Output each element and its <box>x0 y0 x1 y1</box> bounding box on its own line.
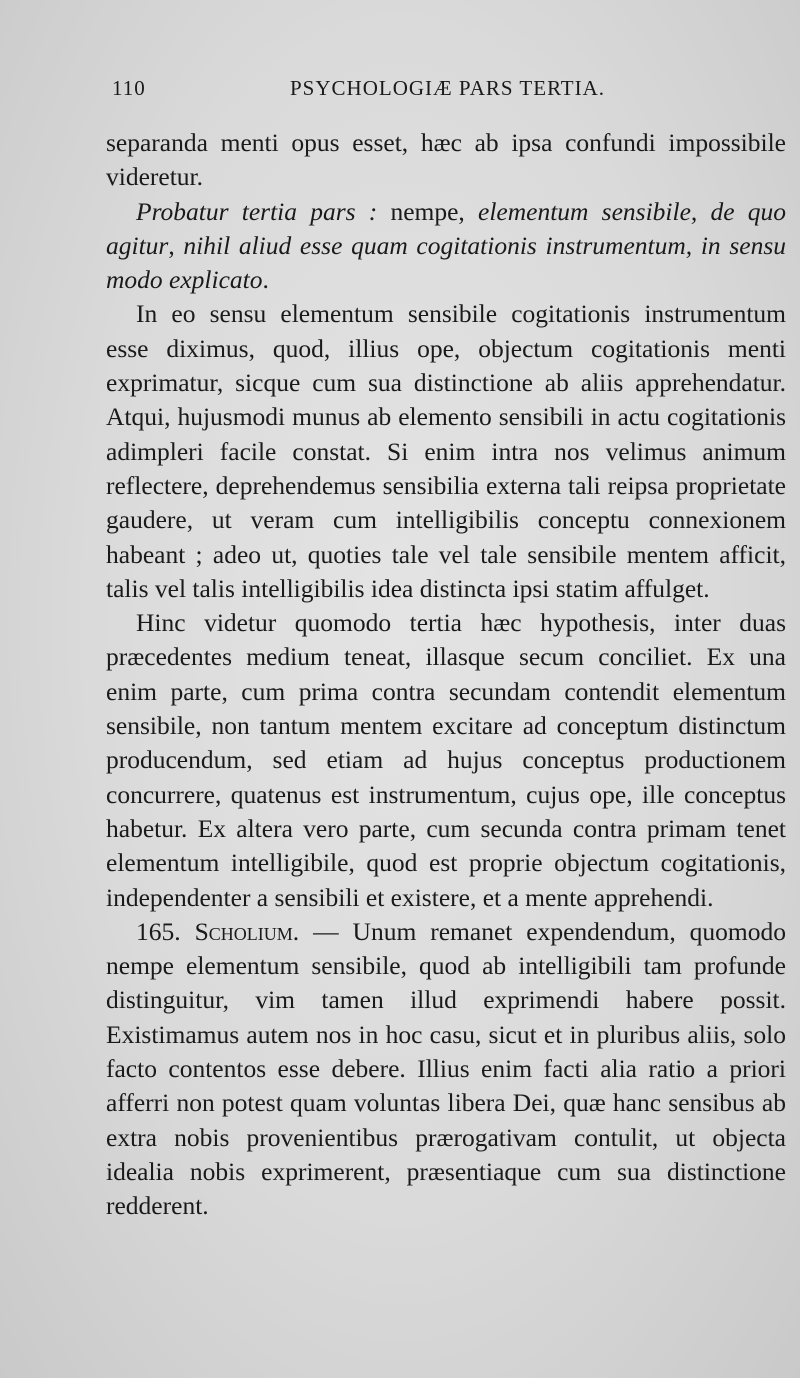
text-run: , <box>168 230 184 260</box>
paragraph-probatur <box>106 195 786 298</box>
paragraph-text: In eo sensu elementum sensibile cogitationis instrumentum esse diximus, quod, illius ope, objectum cogitationis menti exprimatur, sicque cum sua distinctione ab aliis apprehendatur. Atqui, hujusmodi munus ab elemento sensibili in actu cogitationis adimpleri facile constat. Si enim intra nos velimus animum reflectere, deprehendemus sensibilia externa tali reipsa proprietate gaudere, ut veram cum intelligibilis conceptu connexionem habeant ; adeo ut, quoties tale vel tale sensibile mentem afficit, talis vel talis intelligibilis idea distincta ipsi statim affulget. <box>106 299 786 603</box>
paragraph-in-eo-sensu <box>106 297 786 606</box>
paragraph-text: — Unum remanet expendendum, quomodo nempe elementum sensibile, quod ab intelligibili tam profunde distinguitur, vim tamen illud exprimendi habere possit. Existimamus autem nos in hoc casu, sicut et in pluribus aliis, solo facto contentos esse debere. Illius enim facti alia ratio a priori afferri non potest quam voluntas libera Dei, quæ hanc sensibus ab extra nobis provenientibus prærogativam contulit, ut objecta idealia nobis exprimerent, præsentiaque cum sua distinctione redderent. <box>106 916 786 1221</box>
italic-phrase: de quo agitur <box>106 196 786 260</box>
italic-phrase: elementum sensibile, <box>478 196 698 226</box>
running-title: PSYCHOLOGIÆ PARS TERTIA. <box>290 76 606 100</box>
page-number: 110 <box>112 76 146 100</box>
section-number: 165. <box>136 916 181 946</box>
text-run <box>697 197 710 226</box>
italic-phrase: in sensu modo explicato <box>106 230 787 295</box>
paragraph-hinc-videtur <box>106 606 786 915</box>
scholium-label: Scholium. <box>194 916 300 946</box>
paragraph-scholium <box>106 915 786 1224</box>
page-header <box>112 76 772 112</box>
text-run: . <box>262 265 269 295</box>
paragraph-text: Hinc videtur quomodo tertia hæc hypothesis, inter duas præcedentes medium teneat, illasque secum conciliet. Ex una enim parte, cum prima contra secundam contendit elementum sensibile, non tantum mentem excitare ad conceptum distinctum producendum, sed etiam ad hujus conceptus productionem concurrere, quatenus est instrumentum, cujus ope, ille conceptus habetur. Ex altera vero parte, cum secunda contra primam tenet elementum intelligibile, quod est proprie objectum cogitationis, independenter a sensibili et existere, et a mente apprehendi. <box>106 608 786 912</box>
italic-phrase: nihil aliud esse quam cogitationis instrumentum, <box>183 230 693 260</box>
paragraph-continuation <box>106 126 786 195</box>
text-run: nempe, <box>377 196 478 226</box>
body-text <box>106 126 786 1224</box>
italic-phrase: Probatur tertia pars : <box>136 196 378 226</box>
paragraph-text: separanda menti opus esset, hæc ab ipsa confundi impossibile videretur. <box>106 128 786 192</box>
text-run <box>692 231 701 260</box>
